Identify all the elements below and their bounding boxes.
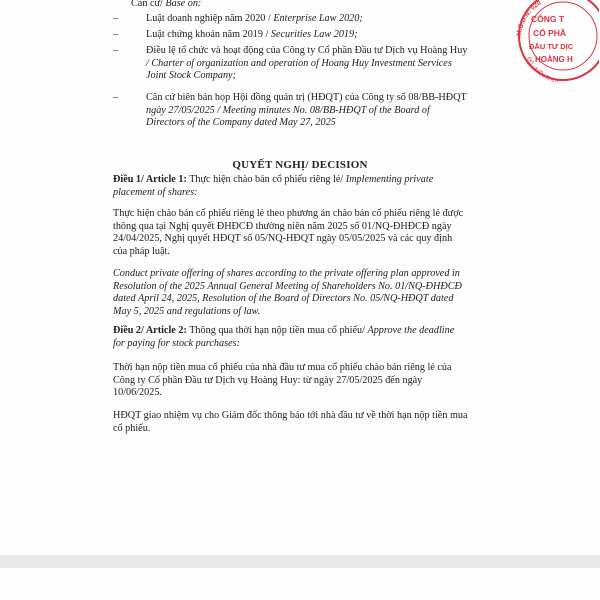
bullet-dash: – <box>113 45 119 56</box>
page-separator <box>0 555 600 568</box>
company-seal <box>507 0 599 86</box>
seal-bottom-text: ĐÔ - KIẾN THỤY <box>525 56 560 85</box>
article-1-label: Điều 1/ Article 1: <box>113 174 187 185</box>
bullet-dash: – <box>113 29 119 40</box>
seal-line-2: CỔ PHẦ <box>533 28 567 38</box>
bullet-dash: – <box>113 13 119 24</box>
article-2-heading: Điều 2/ Article 2: Thông qua thời hạn nộp tiền mua cổ phiếu/ Approve the deadline for paying for stock purchases: <box>113 325 455 349</box>
base-item-charter: Điều lệ tổ chức và hoạt động của Công ty Cổ phần Đầu tư Dịch vụ Hoàng Huy / Charter of organization and operation of Hoang Huy Investment Services Joint Stock Company; <box>146 45 468 82</box>
next-page <box>0 568 600 600</box>
base-heading: Căn cứ/ Base on: <box>131 0 202 9</box>
article-1-vn-paragraph: Thực hiện chào bán cổ phiếu riêng lẻ theo phương án chào bán cổ phiếu riêng lẻ được thông qua tại Nghị quyết ĐHĐCĐ thường niên năm 2025 số 01/NQ-ĐHĐCĐ ngày 24/04/2025, Nghị quyết HĐQT số 05/NQ-HĐQT ngày 05/05/2025 và các quy định của pháp luật. <box>113 208 464 257</box>
decision-title: QUYẾT NGHỊ/ DECISION <box>232 159 368 171</box>
seal-line-1: CÔNG T <box>531 14 565 24</box>
article-1-en-paragraph: Conduct private offering of shares according to the private offering plan approved in Resolution of the 2025 Annual General Meeting of Shareholders No. 01/NQ-ĐHĐCĐ dated April 24, 2025, Resolution of the Board of Directors No. 05/NQ-HĐQT dated May 5, 2025 and regulations of law. <box>113 268 462 317</box>
bullet-dash: – <box>113 92 119 103</box>
base-item-meeting-minutes: Căn cứ biên bản họp Hội đồng quản trị (HĐQT) của Công ty số 08/BB-HĐQT ngày 27/05/2025 / Meeting minutes No. 08/BB-HĐQT of the Board of Directors of the Company dated May 27, 2025 <box>146 92 467 129</box>
base-item-securities-law: Luật chứng khoán năm 2019 / Securities Law 2019; <box>146 29 358 40</box>
seal-ring-text: M.S.D.N: 020 <box>515 0 543 37</box>
article-2-label: Điều 2/ Article 2: <box>113 325 187 336</box>
seal-line-4: HOÀNG H <box>535 55 573 64</box>
article-2-payment-paragraph: Thời hạn nộp tiền mua cổ phiếu của nhà đầu tư mua cổ phiếu chào bán riêng lẻ của Công ty Cổ phần Đầu tư Dịch vụ Hoàng Huy: từ ngày 27/05/2025 đến ngày 10/06/2025. <box>113 362 452 399</box>
base-item-enterprise-law: Luật doanh nghiệp năm 2020 / Enterprise Law 2020; <box>146 13 363 24</box>
article-2-notice-paragraph: HĐQT giao nhiệm vụ cho Giám đốc thông báo tới nhà đầu tư về thời hạn nộp tiền mua cổ phiếu. <box>113 410 468 434</box>
seal-line-3: ĐẦU TƯ DỊC <box>529 42 574 51</box>
article-1-heading: Điều 1/ Article 1: Thực hiện chào bán cổ phiếu riêng lẻ/ Implementing private placement of shares: <box>113 174 434 198</box>
